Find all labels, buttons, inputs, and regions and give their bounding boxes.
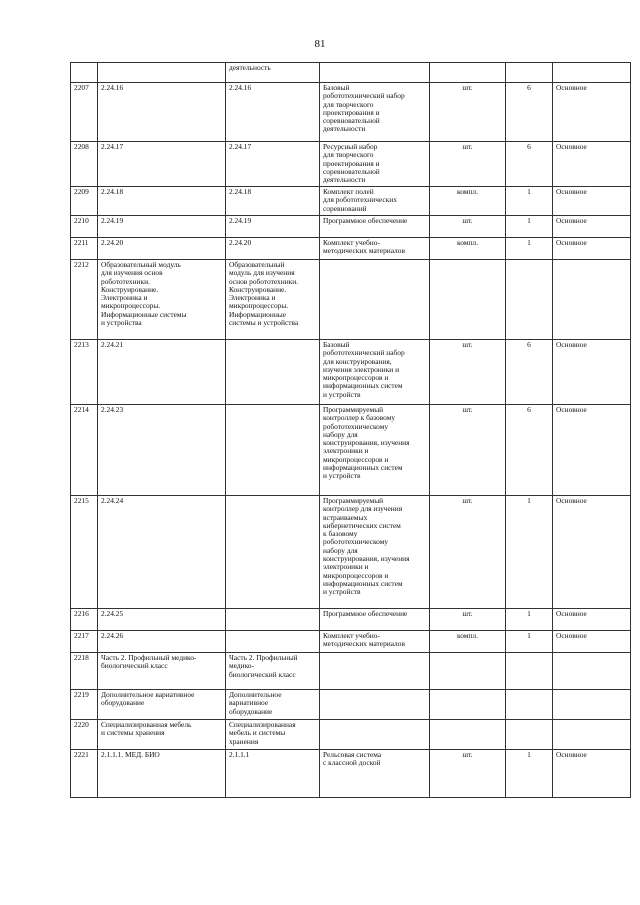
table-row: [71, 260, 631, 340]
table-row: [71, 83, 631, 142]
row-number-cell: 2208: [71, 142, 98, 187]
section-cell: 2.24.16: [226, 83, 320, 142]
section-cell: Дополнительное вариативное оборудование: [226, 690, 320, 720]
unit-cell: шт.: [430, 142, 506, 187]
code-cell: 2.24.21: [98, 340, 226, 405]
unit-cell: шт.: [430, 340, 506, 405]
quantity-cell: [506, 63, 553, 83]
unit-cell: компл.: [430, 238, 506, 260]
unit-cell: [430, 260, 506, 340]
unit-cell: компл.: [430, 187, 506, 216]
quantity-cell: [506, 690, 553, 720]
table-row: [71, 405, 631, 496]
row-number-cell: 2214: [71, 405, 98, 496]
type-cell: [553, 720, 631, 750]
quantity-cell: 1: [506, 631, 553, 653]
quantity-cell: [506, 260, 553, 340]
type-cell: Основное: [553, 187, 631, 216]
quantity-cell: 1: [506, 496, 553, 609]
type-cell: Основное: [553, 142, 631, 187]
quantity-cell: 6: [506, 340, 553, 405]
code-cell: Дополнительное вариативное оборудование: [98, 690, 226, 720]
name-cell: Комплект учебно- методических материалов: [320, 631, 430, 653]
table-row: [71, 63, 631, 83]
unit-cell: [430, 720, 506, 750]
table-row: [71, 340, 631, 405]
section-cell: Специализированная мебель и системы хранения: [226, 720, 320, 750]
quantity-cell: [506, 653, 553, 690]
type-cell: Основное: [553, 405, 631, 496]
unit-cell: [430, 653, 506, 690]
quantity-cell: 1: [506, 238, 553, 260]
quantity-cell: 1: [506, 187, 553, 216]
name-cell: [320, 260, 430, 340]
type-cell: Основное: [553, 216, 631, 238]
name-cell: [320, 690, 430, 720]
type-cell: [553, 63, 631, 83]
unit-cell: [430, 63, 506, 83]
section-cell: деятельность: [226, 63, 320, 83]
quantity-cell: 1: [506, 609, 553, 631]
name-cell: [320, 63, 430, 83]
type-cell: Основное: [553, 631, 631, 653]
unit-cell: шт.: [430, 216, 506, 238]
table-row: [71, 187, 631, 216]
row-number-cell: 2210: [71, 216, 98, 238]
row-number-cell: 2217: [71, 631, 98, 653]
code-cell: 2.24.17: [98, 142, 226, 187]
table-body: [71, 63, 631, 798]
table-row: [71, 216, 631, 238]
section-cell: [226, 340, 320, 405]
section-cell: 2.24.19: [226, 216, 320, 238]
section-cell: Образовательный модуль для изучения основ робототехники. Конструирование. Электроника и микропроцессоры. Информационные системы и устройства: [226, 260, 320, 340]
name-cell: [320, 720, 430, 750]
code-cell: 2.24.26: [98, 631, 226, 653]
code-cell: Специализированная мебель и системы хранения: [98, 720, 226, 750]
name-cell: Программное обеспечение: [320, 609, 430, 631]
section-cell: 2.24.18: [226, 187, 320, 216]
row-number-cell: 2215: [71, 496, 98, 609]
table-row: [71, 496, 631, 609]
unit-cell: компл.: [430, 631, 506, 653]
quantity-cell: 6: [506, 83, 553, 142]
table-row: [71, 142, 631, 187]
table-row: [71, 720, 631, 750]
type-cell: Основное: [553, 609, 631, 631]
quantity-cell: 6: [506, 142, 553, 187]
code-cell: Образовательный модуль для изучения основ робототехники. Конструирование. Электроника и микропроцессоры. Информационные системы и устройства: [98, 260, 226, 340]
row-number-cell: 2219: [71, 690, 98, 720]
code-cell: 2.24.18: [98, 187, 226, 216]
code-cell: 2.24.24: [98, 496, 226, 609]
type-cell: Основное: [553, 340, 631, 405]
unit-cell: шт.: [430, 83, 506, 142]
type-cell: Основное: [553, 83, 631, 142]
row-number-cell: 2213: [71, 340, 98, 405]
section-cell: [226, 496, 320, 609]
section-cell: 2.24.20: [226, 238, 320, 260]
section-cell: [226, 631, 320, 653]
table-row: [71, 653, 631, 690]
unit-cell: шт.: [430, 750, 506, 798]
type-cell: [553, 260, 631, 340]
row-number-cell: 2212: [71, 260, 98, 340]
name-cell: Программируемый контроллер для изучения встраиваемых кибернетических систем к базовому робототехническому набору для конструирования, изучения электроники и микропроцессоров и информационных систем и устройств: [320, 496, 430, 609]
section-cell: 2.1.1.1: [226, 750, 320, 798]
quantity-cell: 6: [506, 405, 553, 496]
name-cell: Комплект полей для робототехнических соревнований: [320, 187, 430, 216]
unit-cell: [430, 690, 506, 720]
row-number-cell: 2220: [71, 720, 98, 750]
row-number-cell: 2211: [71, 238, 98, 260]
name-cell: Программируемый контроллер к базовому робототехническому набору для конструирования, изучения электроники и микропроцессоров и информационных систем и устройств: [320, 405, 430, 496]
row-number-cell: 2221: [71, 750, 98, 798]
unit-cell: шт.: [430, 609, 506, 631]
code-cell: [98, 63, 226, 83]
name-cell: Программное обеспечение: [320, 216, 430, 238]
quantity-cell: [506, 720, 553, 750]
name-cell: Базовый робототехнический набор для творческого проектирования и соревновательной деятельности: [320, 83, 430, 142]
code-cell: 2.24.19: [98, 216, 226, 238]
section-cell: [226, 609, 320, 631]
equipment-table: [70, 62, 631, 798]
name-cell: Ресурсный набор для творческого проектирования и соревновательной деятельности: [320, 142, 430, 187]
code-cell: 2.24.20: [98, 238, 226, 260]
table-row: [71, 609, 631, 631]
type-cell: Основное: [553, 496, 631, 609]
table-row: [71, 238, 631, 260]
name-cell: [320, 653, 430, 690]
type-cell: [553, 653, 631, 690]
code-cell: Часть 2. Профильный медико- биологический класс: [98, 653, 226, 690]
page-number: 81: [314, 38, 326, 50]
name-cell: Базовый робототехнический набор для конструирования, изучения электроники и микропроцессоров и информационных систем и устройств: [320, 340, 430, 405]
section-cell: 2.24.17: [226, 142, 320, 187]
unit-cell: шт.: [430, 496, 506, 609]
name-cell: Рельсовая система с классной доской: [320, 750, 430, 798]
row-number-cell: 2209: [71, 187, 98, 216]
quantity-cell: 1: [506, 216, 553, 238]
code-cell: 2.24.16: [98, 83, 226, 142]
table-row: [71, 750, 631, 798]
table-row: [71, 690, 631, 720]
row-number-cell: 2216: [71, 609, 98, 631]
name-cell: Комплект учебно- методических материалов: [320, 238, 430, 260]
type-cell: Основное: [553, 750, 631, 798]
unit-cell: шт.: [430, 405, 506, 496]
row-number-cell: 2218: [71, 653, 98, 690]
code-cell: 2.24.25: [98, 609, 226, 631]
type-cell: [553, 690, 631, 720]
type-cell: Основное: [553, 238, 631, 260]
row-number-cell: 2207: [71, 83, 98, 142]
code-cell: 2.1.1.1. МЕД. БИО: [98, 750, 226, 798]
code-cell: 2.24.23: [98, 405, 226, 496]
section-cell: Часть 2. Профильный медико- биологический класс: [226, 653, 320, 690]
row-number-cell: [71, 63, 98, 83]
quantity-cell: 1: [506, 750, 553, 798]
section-cell: [226, 405, 320, 496]
table-row: [71, 631, 631, 653]
